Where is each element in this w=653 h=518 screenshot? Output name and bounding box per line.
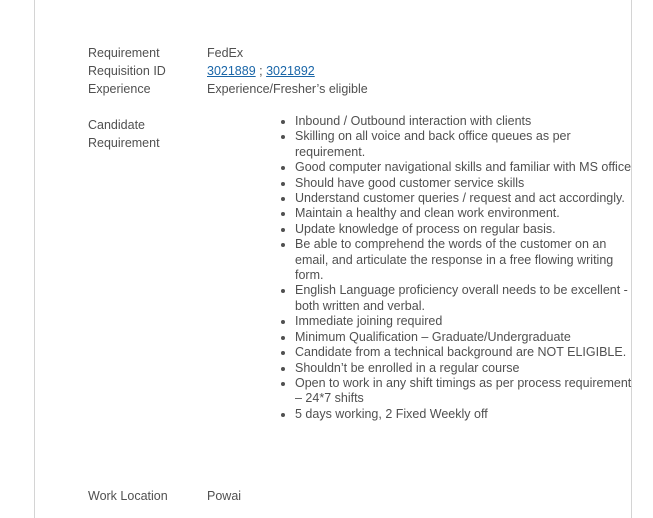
list-item: • Update knowledge of process on regular basis. bbox=[295, 222, 635, 237]
list-item: • Open to work in any shift timings as per process requirement – 24*7 shifts bbox=[295, 376, 635, 407]
requisition-value bbox=[207, 62, 315, 80]
list-item: • Maintain a healthy and clean work environment. bbox=[295, 206, 635, 221]
list-item: • Inbound / Outbound interaction with clients bbox=[295, 114, 635, 129]
list-item: • Good computer navigational skills and familiar with MS office bbox=[295, 160, 635, 175]
list-item: • 5 days working, 2 Fixed Weekly off bbox=[295, 407, 635, 422]
list-item: • Shouldn’t be enrolled in a regular course bbox=[295, 361, 635, 376]
requisition-link-1[interactable]: 3021889 bbox=[207, 64, 256, 78]
experience-label: Experience bbox=[88, 82, 151, 96]
list-item: • Candidate from a technical background are NOT ELIGIBLE. bbox=[295, 345, 635, 360]
list-item: • Be able to comprehend the words of the customer on an email, and articulate the response in a free flowing writing form. bbox=[295, 237, 635, 283]
requirement-label: Requirement bbox=[88, 46, 160, 60]
work-location-value: Powai bbox=[207, 489, 242, 503]
list-item: • English Language proficiency overall needs to be excellent - both written and verbal. bbox=[295, 283, 635, 314]
list-item: • Immediate joining required bbox=[295, 314, 635, 329]
candidate-requirement-label: Candidate Requirement bbox=[88, 118, 160, 150]
requisition-label: Requisition ID bbox=[88, 64, 166, 78]
work-location-label: Work Location bbox=[88, 489, 168, 503]
requirement-value: FedEx bbox=[207, 46, 244, 60]
list-item: • Should have good customer service skills bbox=[295, 176, 635, 191]
list-item: • Skilling on all voice and back office queues as per requirement. bbox=[295, 129, 635, 160]
requisition-separator: ; bbox=[255, 64, 267, 78]
list-item: • Understand customer queries / request and act accordingly. bbox=[295, 191, 635, 206]
candidate-requirement-list bbox=[278, 114, 635, 422]
list-item: • Minimum Qualification – Graduate/Undergraduate bbox=[295, 330, 635, 345]
experience-value: Experience/Fresher’s eligible bbox=[207, 82, 368, 96]
requisition-link-2[interactable]: 3021892 bbox=[266, 64, 315, 78]
